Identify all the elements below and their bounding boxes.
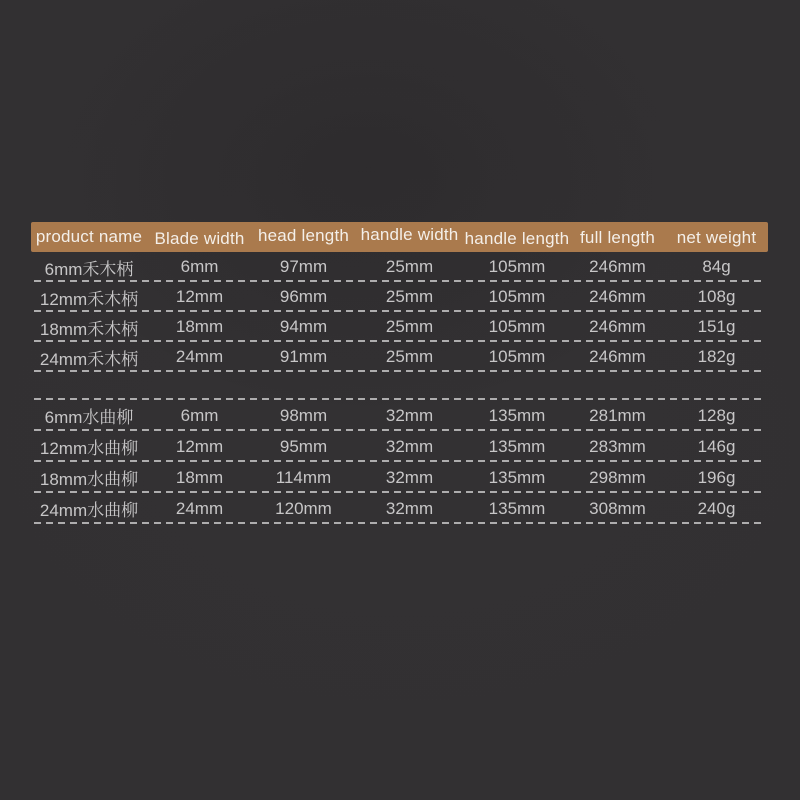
table-row <box>31 252 768 282</box>
net-weight-cell: 240g <box>697 498 736 518</box>
handle-width-cell: 32mm <box>385 436 434 456</box>
net-weight-cell: 108g <box>697 287 736 306</box>
spec-table <box>31 222 768 524</box>
header-handle-length: handle length <box>464 229 570 248</box>
handle-length-cell: 105mm <box>488 347 546 366</box>
handle-width-cell: 32mm <box>385 405 434 425</box>
handle-length-cell: 105mm <box>488 287 546 306</box>
full-length-cell: 246mm <box>589 257 646 276</box>
product-name-cell: 6mm禾木柄 <box>44 259 134 279</box>
head-length-cell: 96mm <box>279 287 328 306</box>
header-product-name: product name <box>35 227 143 246</box>
net-weight-cell: 151g <box>697 317 736 336</box>
handle-width-cell: 25mm <box>385 257 434 276</box>
full-length-cell: 308mm <box>589 498 646 518</box>
handle-length-cell: 135mm <box>488 498 546 518</box>
head-length-cell: 98mm <box>279 405 328 425</box>
spec-group-hemu-handle <box>31 252 768 372</box>
handle-width-cell: 32mm <box>385 467 434 487</box>
net-weight-cell: 196g <box>697 467 736 487</box>
blade-width-cell: 24mm <box>175 347 224 366</box>
handle-length-cell: 105mm <box>488 317 546 336</box>
blade-width-cell: 6mm <box>180 405 219 425</box>
product-name-cell: 12mm禾木柄 <box>39 289 139 309</box>
handle-width-cell: 25mm <box>385 287 434 306</box>
header-net-weight: net weight <box>676 228 757 247</box>
handle-width-cell: 25mm <box>385 347 434 366</box>
product-name-cell: 24mm禾木柄 <box>39 349 139 369</box>
head-length-cell: 120mm <box>275 498 332 518</box>
full-length-cell: 246mm <box>589 317 646 336</box>
head-length-cell: 97mm <box>279 257 328 276</box>
blade-width-cell: 24mm <box>175 498 224 518</box>
blade-width-cell: 18mm <box>175 317 224 336</box>
handle-length-cell: 135mm <box>488 436 546 456</box>
handle-length-cell: 135mm <box>488 405 546 425</box>
table-row <box>31 400 768 431</box>
product-name-cell: 18mm禾木柄 <box>39 319 139 339</box>
spec-group-shuiquliu-handle <box>31 400 768 524</box>
product-name-cell: 24mm水曲柳 <box>39 501 139 520</box>
header-head-length: head length <box>257 226 350 245</box>
head-length-cell: 91mm <box>279 347 328 366</box>
table-row <box>31 493 768 524</box>
full-length-cell: 281mm <box>589 405 646 425</box>
handle-length-cell: 105mm <box>488 257 546 276</box>
table-row <box>31 431 768 462</box>
head-length-cell: 94mm <box>279 317 328 336</box>
table-row <box>31 282 768 312</box>
spec-table-header <box>31 222 768 252</box>
head-length-cell: 95mm <box>279 436 328 456</box>
full-length-cell: 283mm <box>589 436 646 456</box>
head-length-cell: 114mm <box>275 467 332 487</box>
blade-width-cell: 12mm <box>175 287 224 306</box>
handle-width-cell: 25mm <box>385 317 434 336</box>
product-name-cell: 12mm水曲柳 <box>39 439 139 458</box>
table-row <box>31 312 768 342</box>
handle-length-cell: 135mm <box>488 467 546 487</box>
net-weight-cell: 128g <box>697 405 736 425</box>
handle-width-cell: 32mm <box>385 498 434 518</box>
net-weight-cell: 146g <box>697 436 736 456</box>
header-blade-width: Blade width <box>154 229 245 248</box>
net-weight-cell: 182g <box>697 347 736 366</box>
product-name-cell: 18mm水曲柳 <box>39 470 139 489</box>
blade-width-cell: 18mm <box>175 467 224 487</box>
product-name-cell: 6mm水曲柳 <box>44 408 134 427</box>
table-row <box>31 462 768 493</box>
group-gap <box>31 372 768 398</box>
full-length-cell: 246mm <box>589 347 646 366</box>
blade-width-cell: 6mm <box>180 257 219 276</box>
full-length-cell: 298mm <box>589 467 646 487</box>
table-row <box>31 342 768 372</box>
header-full-length: full length <box>580 228 655 247</box>
blade-width-cell: 12mm <box>175 436 224 456</box>
full-length-cell: 246mm <box>589 287 646 306</box>
net-weight-cell: 84g <box>702 257 731 276</box>
header-handle-width: handle width <box>360 225 459 244</box>
